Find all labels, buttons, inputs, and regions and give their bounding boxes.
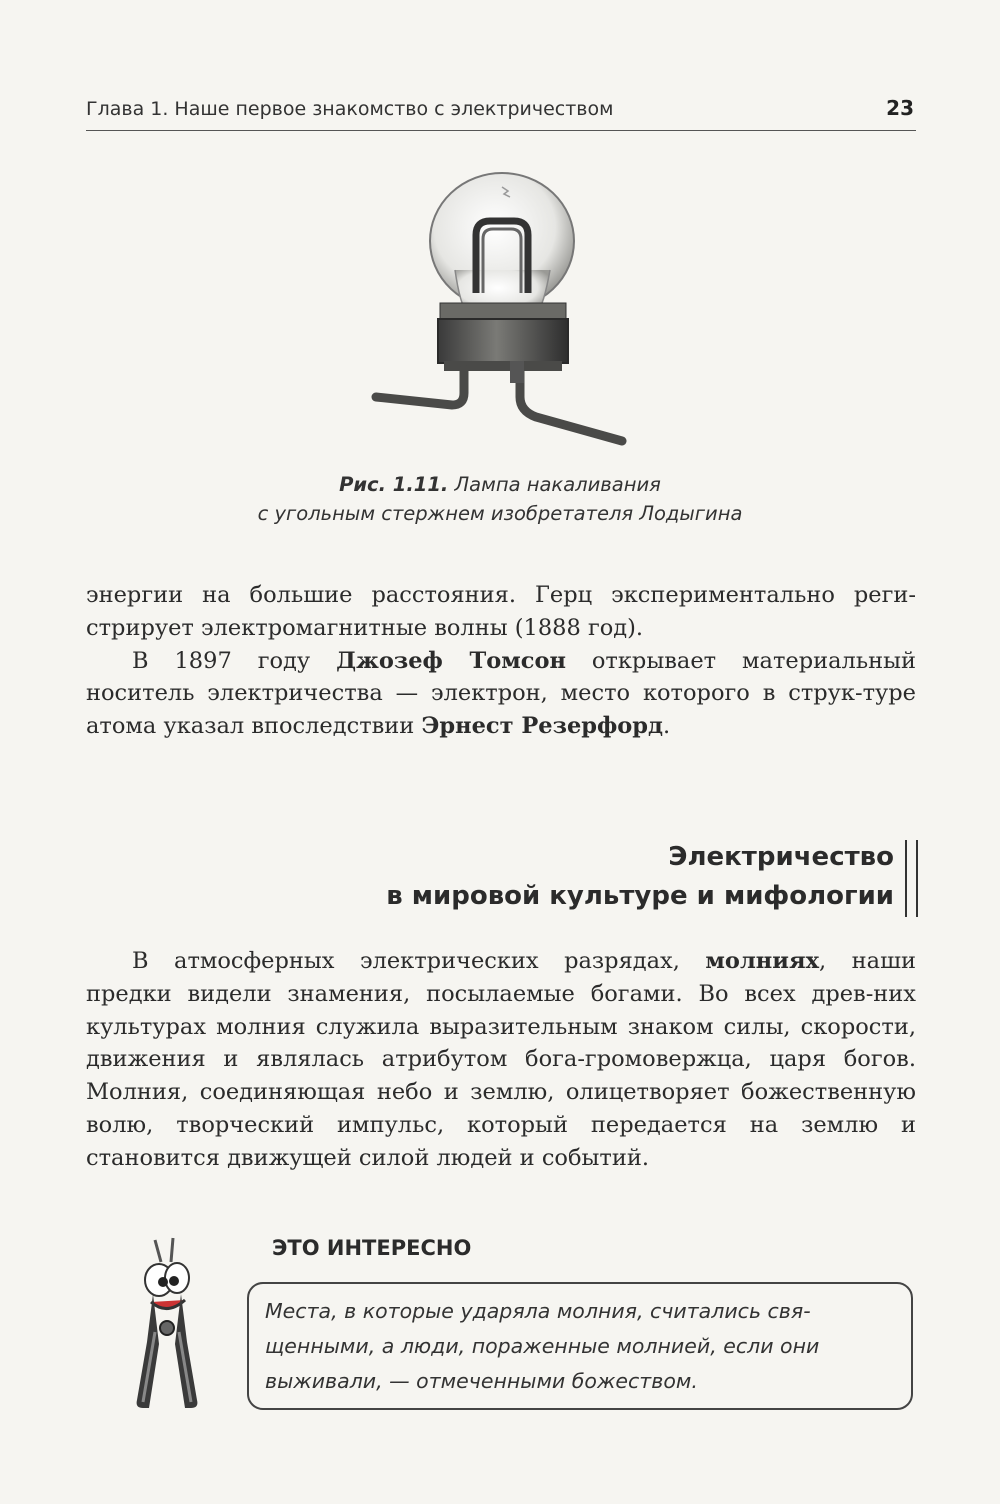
section-heading-line2: в мировой культуре и мифологии [386,881,894,911]
paragraph1-line2: стрирует электромагнитные волны (1888 год). [86,614,644,641]
figure-caption [200,470,800,528]
heading-bar-decoration [905,840,918,917]
paragraph-thomson: В 1897 году Джозеф Томсон открывает материальный носитель электричества — электрон, место которого в струк-туре атома указал впоследствии Эрнест Резерфорд. [86,647,916,740]
paragraph3: В атмосферных электрических разрядах, молниях, наши предки видели знамения, посылаемые богами. Во всех древ-них культурах молния служила выразительным знаком силы, скорости, движения и являлась атрибутом бога-громовержца, царя богов. Молния, соединяющая небо и землю, олицетворяет божественную волю, творческий импульс, который передается на землю и становится движущей силой людей и событий. [86,948,916,1171]
caption-label: Рис. 1.11. [339,473,449,496]
caption-line1: Лампа накаливания [454,473,661,496]
paragraph-mythology [86,945,916,1175]
rutherford-name: Эрнест Резерфорд [421,713,664,740]
callout-label: ЭТО ИНТЕРЕСНО [272,1236,472,1260]
callout-line3: выживали, — отмеченными божеством. [265,1369,698,1393]
page-number: 23 [886,96,914,120]
thomson-name: Джозеф Томсон [336,647,566,674]
paragraph-continuation [86,579,916,743]
pliers-mascot-icon [125,1232,210,1412]
paragraph1-line1: энергии на большие расстояния. Герц экспериментально реги- [86,582,916,608]
section-heading-line1: Электричество [668,842,894,872]
callout-line1: Места, в которые ударяла молния, считались свя- [265,1299,811,1323]
callout-line2: щенными, а люди, пораженные молнией, если они [265,1334,820,1358]
lightning-word: молниях [705,948,820,974]
chapter-title: Глава 1. Наше первое знакомство с электричеством [86,98,614,120]
caption-line2: с угольным стержнем изобретателя Лодыгина [257,502,743,525]
callout-box [247,1282,913,1410]
section-heading [386,838,894,916]
incandescent-lamp-figure [360,165,645,460]
running-header [86,96,916,131]
